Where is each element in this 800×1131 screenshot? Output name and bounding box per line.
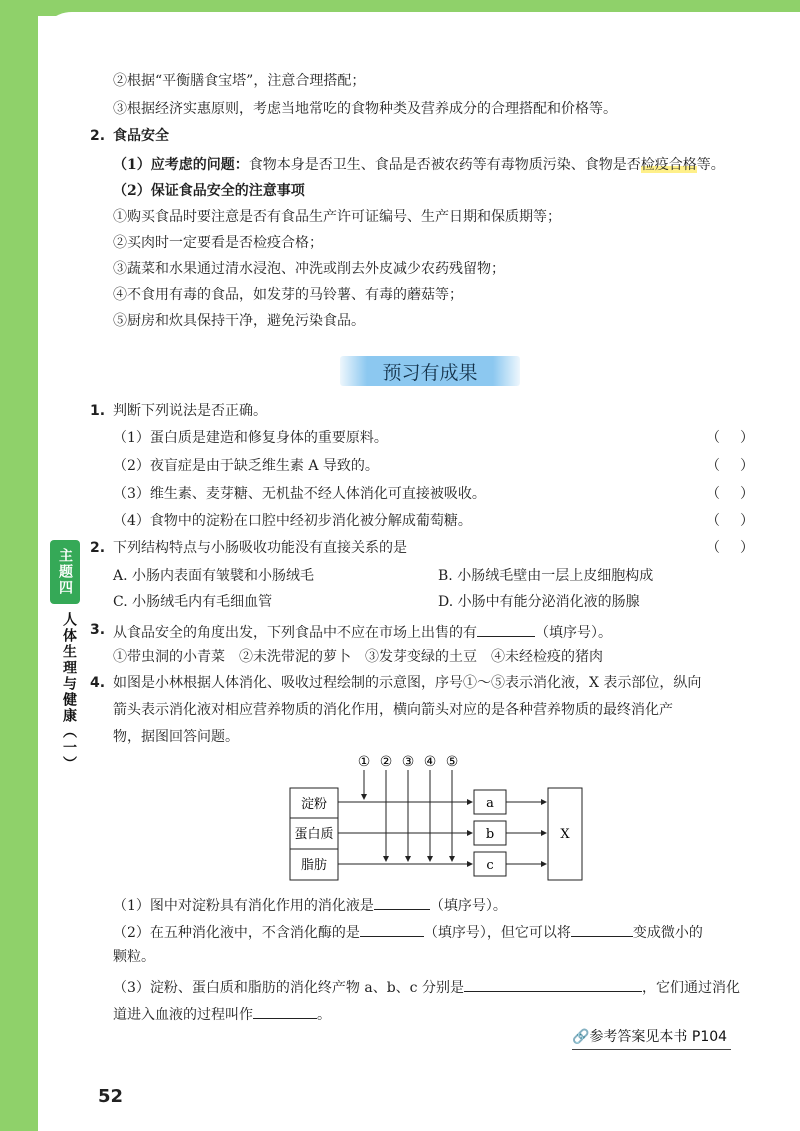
q2-stem: 下列结构特点与小肠吸收功能没有直接关系的是 [113,540,407,556]
food-safety-s1-highlight: 检疫合格 [640,157,697,173]
paren-close: ） [740,486,754,502]
q4-sub3-before: （3）淀粉、蛋白质和脂肪的消化终产物 a、b、c 分别是 [113,980,464,996]
q1-answer-2[interactable] [706,456,774,476]
q3-blank[interactable] [477,620,535,637]
site-label: X [560,827,570,842]
intro-line-2: ③根据经济实惠原则，考虑当地常吃的食物种类及营养成分的合理搭配和价格等。 [113,101,617,117]
paren-open: （ [706,513,720,529]
product-c: c [486,858,494,873]
q4-sub1-blank[interactable] [374,893,430,910]
q4-sub1-before: （1）图中对淀粉具有消化作用的消化液是 [113,898,374,914]
q3-number: 3. [90,622,106,638]
food-safety-s1-text: 食物本身是否卫生、食品是否被农药等有毒物质污染、食物是否 [248,157,641,173]
q4-sub2-mid: （填序号），但它可以将 [423,925,571,941]
paren-open: （ [706,486,720,502]
food-safety-number: 2. [90,128,106,144]
juice-label-1: ① [357,754,371,770]
q1-item-3: （3）维生素、麦芽糖、无机盐不经人体消化可直接被吸收。 [113,486,486,502]
chapter-title: 人体生理与健康（一） [61,612,77,772]
food-safety-item-1: ①购买食品时要注意是否有食品生产许可证编号、生产日期和保质期等； [113,209,561,225]
q2-answer[interactable] [706,538,774,558]
q2-option-a: A. 小肠内表面有皱襞和小肠绒毛 [113,568,315,584]
q4-stem-line-2: 箭头表示消化液对相应营养物质的消化作用，横向箭头对应的是各种营养物质的最终消化产 [113,702,673,718]
q4-stem-line-3: 物，据图回答问题。 [113,729,239,745]
q4-sub2-before: （2）在五种消化液中，不含消化酶的是 [113,925,360,941]
nutrient-protein: 蛋白质 [294,827,334,842]
q2-option-d: D. 小肠中有能分泌消化液的肠腺 [438,594,640,610]
food-safety-item-5: ⑤厨房和炊具保持干净，避免污染食品。 [113,313,365,329]
link-icon: 🔗 [572,1029,590,1045]
q4-stem-line-1: 如图是小林根据人体消化、吸收过程绘制的示意图，序号①～⑤表示消化液，X 表示部位，纵向 [113,675,702,691]
product-b: b [485,827,495,842]
food-safety-item-3: ③蔬菜和水果通过清水浸泡、冲洗或削去外皮减少农药残留物； [113,261,505,277]
product-a: a [486,796,494,811]
digestion-diagram [288,752,588,884]
food-safety-s2-label: （2）保证食品安全的注意事项 [113,183,305,199]
q4-sub1 [113,893,507,916]
page-number: 52 [98,1086,124,1107]
q1-answer-1[interactable] [706,428,774,448]
paren-close: ） [740,458,754,474]
chapter-tab: 主题四 [50,540,80,604]
q4-sub2-after: 变成微小的 [632,925,703,941]
q4-sub3-blank-2[interactable] [253,1002,317,1019]
q4-sub3-after: ，它们通过消化 [641,980,740,996]
paren-close: ） [740,430,754,446]
q4-sub2-blank-1[interactable] [360,920,424,937]
section-banner: 预习有成果 [340,356,520,386]
paren-close: ） [740,513,754,529]
left-green-margin [0,0,38,1131]
intro-line-1: ②根据“平衡膳食宝塔”，注意合理搭配； [113,73,366,89]
juice-label-4: ④ [423,754,437,770]
paren-open: （ [706,458,720,474]
q1-answer-3[interactable] [706,484,774,504]
q4-sub1-after: （填序号）。 [429,898,507,914]
q2-option-c: C. 小肠绒毛内有毛细血管 [113,594,273,610]
q4-sub2-blank-2[interactable] [571,920,633,937]
juice-label-2: ② [379,754,393,770]
q2-option-b: B. 小肠绒毛壁由一层上皮细胞构成 [438,568,654,584]
food-safety-item-2: ②买肉时一定要看是否检疫合格； [113,235,323,251]
juice-label-3: ③ [401,754,415,770]
paren-close: ） [740,540,754,556]
food-safety-s1-label: （1）应考虑的问题： [113,157,249,173]
q1-number: 1. [90,403,106,419]
q4-sub3-blank-1[interactable] [464,975,642,992]
q1-item-2: （2）夜盲症是由于缺乏维生素 A 导致的。 [113,458,379,474]
nutrient-starch: 淀粉 [300,797,328,812]
food-safety-title: 食品安全 [113,128,169,144]
q3-stem [113,620,612,643]
paren-open: （ [706,430,720,446]
food-safety-s1-end: 等。 [696,157,725,173]
q1-answer-4[interactable] [706,511,774,531]
q1-item-4: （4）食物中的淀粉在口腔中经初步消化被分解成葡萄糖。 [113,513,472,529]
q4-sub3-line2-before: 道进入血液的过程叫作 [113,1007,253,1023]
q3-options: ①带虫洞的小青菜 ②未洗带泥的萝卜 ③发芽变绿的土豆 ④未经检疫的猪肉 [113,649,603,665]
q4-sub2-line2: 颗粒。 [113,949,155,965]
q4-sub3-line2-after: 。 [317,1007,331,1023]
food-safety-item-4: ④不食用有毒的食品，如发芽的马铃薯、有毒的蘑菇等； [113,287,463,303]
q3-stem-before: 从食品安全的角度出发，下列食品中不应在市场上出售的有 [113,625,477,641]
food-safety-s1 [113,155,725,175]
q4-sub3 [113,975,740,998]
answer-reference [572,1026,727,1046]
paren-open: （ [706,540,720,556]
nutrient-fat: 脂肪 [300,858,328,873]
q4-number: 4. [90,675,106,691]
answer-reference-text: 参考答案见本书 P104 [589,1029,728,1045]
q4-sub3-line2 [113,1002,331,1025]
reference-underline [572,1049,731,1050]
q4-sub2 [113,920,703,943]
q2-number: 2. [90,540,106,556]
q1-item-1: （1）蛋白质是建造和修复身体的重要原料。 [113,430,388,446]
q3-stem-after: （填序号）。 [535,625,612,641]
juice-label-5: ⑤ [445,754,459,770]
q1-stem: 判断下列说法是否正确。 [113,403,267,419]
